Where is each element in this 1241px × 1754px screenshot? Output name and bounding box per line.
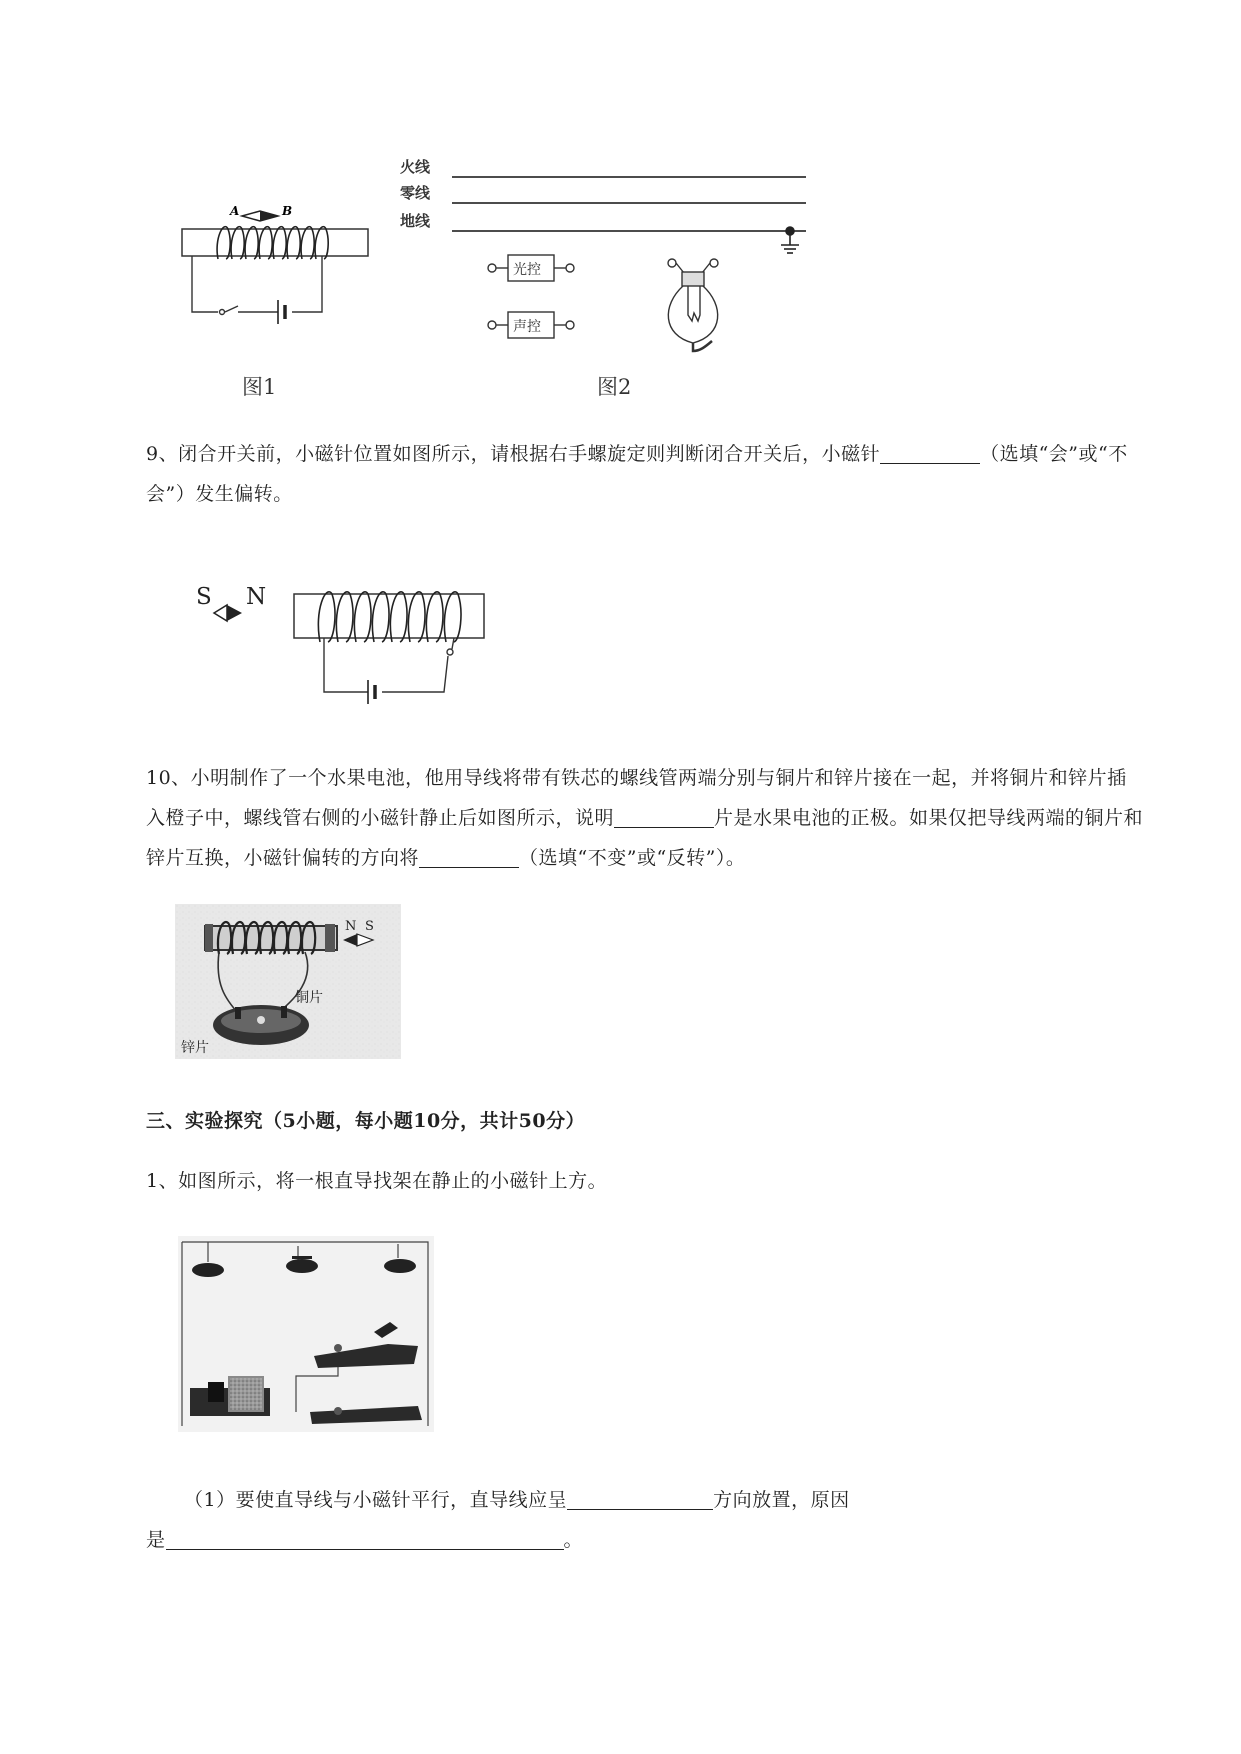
- battery-icon: [368, 680, 375, 704]
- zinc-label: 锌片: [181, 1040, 209, 1056]
- needle-label-a: A: [230, 204, 240, 218]
- answer-blank: [166, 1527, 564, 1550]
- light-control-label: 光控: [513, 262, 541, 278]
- needle-label-s: S: [196, 584, 212, 610]
- question-10-text-3: （选填“不变”或“反转”）。: [519, 847, 746, 869]
- fire-line-label: 火线: [400, 158, 431, 176]
- question-10-text-2: 片是水果电池的正极。如果仅把导线两端的铜片和锌片互换，小磁针偏转的方向将: [146, 807, 1144, 869]
- circuit-wire: [324, 638, 454, 692]
- solenoid-core: [205, 926, 337, 950]
- bulb-icon: [668, 259, 718, 351]
- battery-icon: [278, 300, 285, 324]
- figure-1-caption: 图1: [242, 375, 277, 399]
- needle-label-b: B: [282, 204, 293, 218]
- question-9-figure: [192, 580, 492, 705]
- section-3-title: 三、实验探究（5小题，每小题10分，共计50分）: [146, 1110, 586, 1132]
- answer-blank: [880, 441, 980, 464]
- compass-needle: [214, 605, 242, 621]
- needle-label-s: S: [365, 919, 374, 934]
- ground-line-label: 地线: [400, 212, 431, 230]
- zero-line-label: 零线: [400, 184, 431, 202]
- question-10: [146, 758, 1146, 878]
- needle-label-n: N: [345, 919, 357, 934]
- experiment-question-1: 1、如图所示，将一根直导找架在静止的小磁针上方。: [146, 1170, 608, 1192]
- experiment-subquestion-1: [146, 1480, 1146, 1560]
- question-10-figure: [175, 904, 401, 1059]
- question-10-text: 10、小明制作了一个水果电池，他用导线将带有铁芯的螺线管两端分别与铜片和锌片接在一起，并将铜片和锌片插入橙子中，螺线管右侧的小磁针静止后如图所示，说明: [146, 767, 1127, 829]
- question-9: [146, 434, 1146, 514]
- circuit-wire: [192, 256, 322, 315]
- sound-control-label: 声控: [513, 319, 541, 335]
- subquestion-1-middle: 方向放置，原因: [713, 1489, 850, 1511]
- question-9-text: 9、闭合开关前，小磁针位置如图所示，请根据右手螺旋定则判断闭合开关后，小磁针: [146, 443, 881, 465]
- copper-label: 铜片: [295, 990, 323, 1006]
- subquestion-1-text: （1）要使直导线与小磁针平行，直导线应呈: [184, 1489, 568, 1511]
- question-9-text-end: （选填“会”或“不会”）发生偏转。: [146, 443, 1128, 505]
- answer-blank: [419, 845, 519, 868]
- figure-2: [400, 155, 820, 365]
- orange-icon: [213, 1005, 309, 1045]
- solenoid-core: [182, 229, 368, 256]
- answer-blank: [614, 805, 714, 828]
- figure-2-caption: 图2: [597, 375, 632, 399]
- needle-label-n: N: [246, 584, 267, 610]
- answer-blank: [567, 1487, 713, 1510]
- subquestion-1-line2: 是: [146, 1529, 166, 1551]
- experiment-figure: [178, 1236, 434, 1432]
- figure-1: [170, 200, 380, 360]
- subquestion-1-end: 。: [563, 1529, 584, 1551]
- compass-needle: [242, 211, 278, 221]
